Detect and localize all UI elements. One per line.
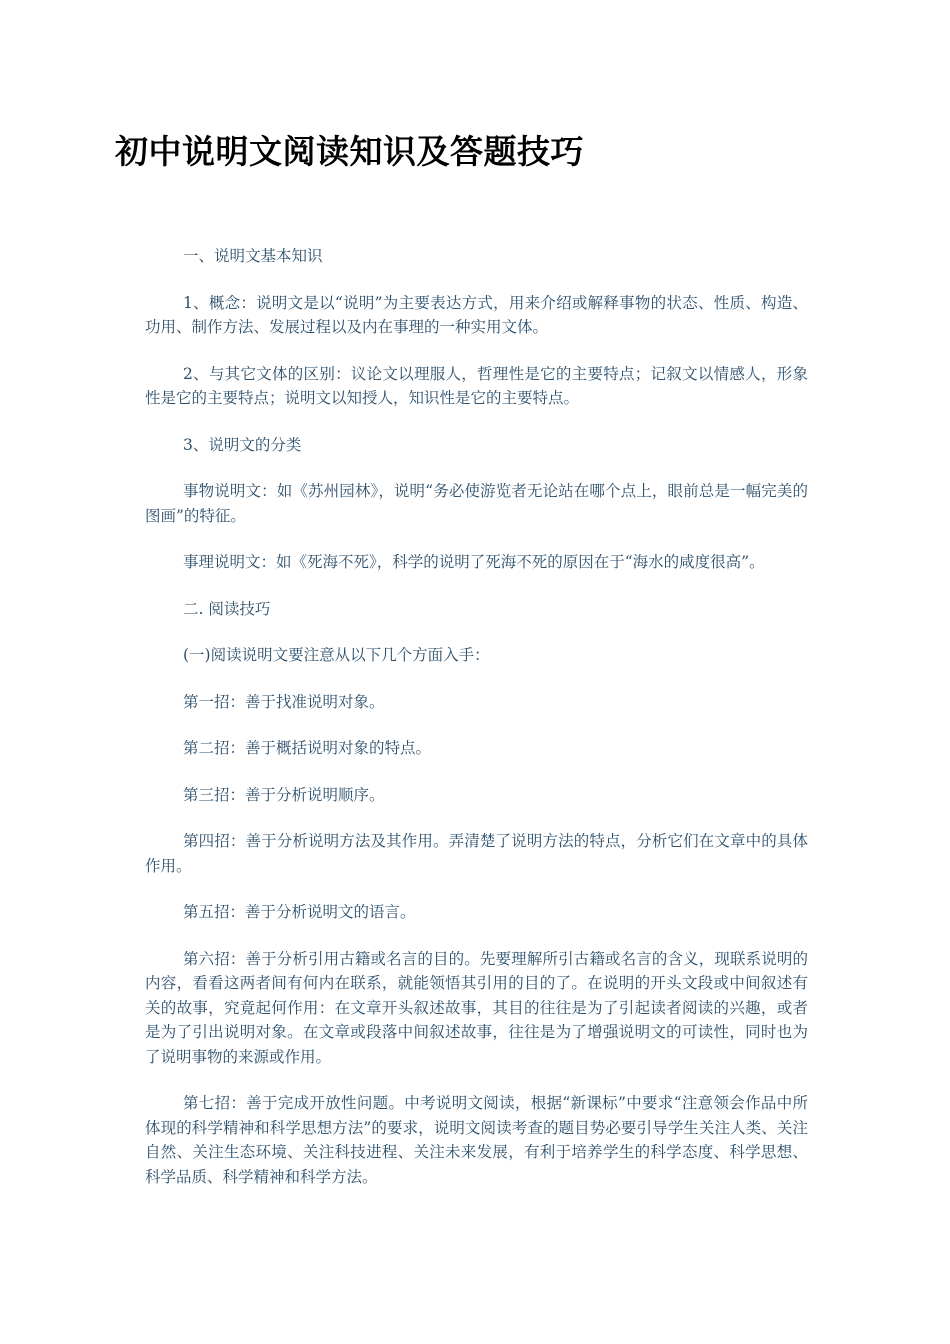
paragraph-tip-6: 第六招：善于分析引用古籍或名言的目的。先要理解所引古籍或名言的含义，现联系说明的内容，看看这两者间有何内在联系，就能领悟其引用的目的了。在说明的开头文段或中间叙述有关的故事，究竟起何作用：在文章开头叙述故事，其目的往往是为了引起读者阅读的兴趣，或者是为了引出说明对象。在文章或段落中间叙述故事，往往是为了增强说明文的可读性，同时也为了说明事物的来源或作用。 xyxy=(145,949,808,1066)
paragraph-concept: 1、概念：说明文是以“说明”为主要表达方式，用来介绍或解释事物的状态、性质、构造、功用、制作方法、发展过程以及内在事理的一种实用文体。 xyxy=(145,293,808,336)
paragraph-tip-1: 第一招：善于找准说明对象。 xyxy=(183,692,385,711)
paragraph-difference: 2、与其它文体的区别：议论文以理服人，哲理性是它的主要特点；记叙文以情感人，形象性是它的主要特点；说明文以知授人，知识性是它的主要特点。 xyxy=(145,364,808,407)
paragraph-tip-5: 第五招：善于分析说明文的语言。 xyxy=(183,903,416,921)
paragraph-object-explanation: 事物说明文：如《苏州园林》，说明“务必使游览者无论站在哪个点上，眼前总是一幅完美的图画”的特征。 xyxy=(145,482,808,525)
paragraph-classification: 3、说明文的分类 xyxy=(183,435,302,454)
section-heading-skills: 二. 阅读技巧 xyxy=(183,599,271,618)
paragraph-tip-4: 第四招：善于分析说明方法及其作用。弄清楚了说明方法的特点，分析它们在文章中的具体作用。 xyxy=(145,832,808,875)
document-body xyxy=(145,244,808,1211)
section-heading-basics: 一、说明文基本知识 xyxy=(183,247,323,265)
paragraph-reason-explanation: 事理说明文：如《死海不死》，科学的说明了死海不死的原因在于“海水的咸度很高”。 xyxy=(183,553,765,571)
paragraph-reading-intro: (一)阅读说明文要注意从以下几个方面入手： xyxy=(183,646,490,664)
paragraph-tip-3: 第三招：善于分析说明顺序。 xyxy=(183,785,385,804)
paragraph-tip-2: 第二招：善于概括说明对象的特点。 xyxy=(183,739,432,757)
paragraph-tip-7: 第七招：善于完成开放性问题。中考说明文阅读，根据“新课标”中要求“注意领会作品中所体现的科学精神和科学思想方法”的要求，说明文阅读考查的题目势必要引导学生关注人类、关注自然、关注生态环境、关注科技进程、关注未来发展，有利于培养学生的科学态度、科学思想、科学品质、科学精神和科学方法。 xyxy=(145,1094,808,1186)
document-title: 初中说明文阅读知识及答题技巧 xyxy=(115,132,584,171)
